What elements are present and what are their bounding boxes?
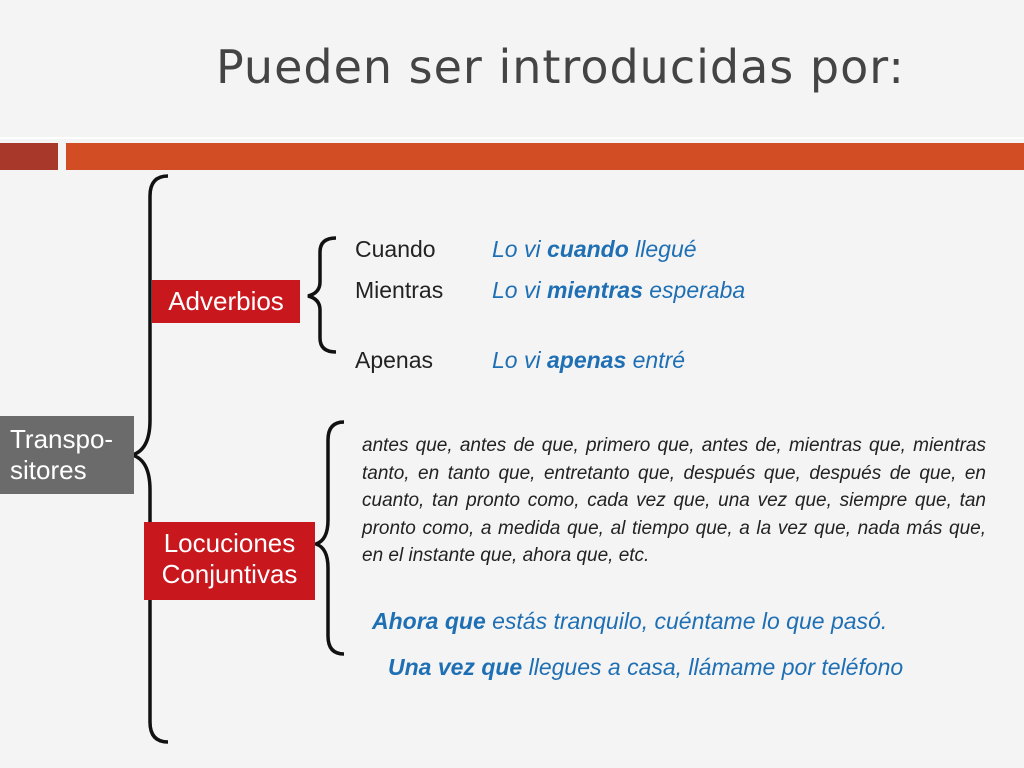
main-brace [132,176,168,742]
example-keyword: apenas [546,347,627,373]
example-text: entré [626,347,686,373]
adverbios-label: Adverbios [152,280,300,323]
adverb-word: Apenas [355,347,434,373]
locuciones-label [144,522,315,600]
adverb-word: Cuando [355,236,436,262]
example-keyword: mientras [546,277,643,303]
example-text: llegué [628,236,697,262]
transpositores-line1: Transpo- [10,424,114,454]
transpositores-label [0,416,134,494]
example-text: Lo vi [492,236,547,262]
adverb-example [492,347,685,374]
example-keyword: cuando [546,236,629,262]
slide-title: Pueden ser introducidas por: [216,40,905,94]
example-keyword: Ahora que [372,608,486,634]
adverb-word: Mientras [355,277,444,303]
locuciones-list: antes que, antes de que, primero que, antes de, mientras que, mientras tanto, en tanto que, entretanto que, después que, después de que, en cuanto, tan pronto como, cada vez que, una vez que, siempre que, tan pronto como, a medida que, al tiempo que, a la vez que, nada más que, en el instante que, ahora que, etc. [362,435,986,566]
locucion-example [372,608,887,635]
example-text: esperaba [642,277,746,303]
transpositores-line2: sitores [10,455,87,485]
locucion-example [388,654,903,681]
adverb-example [492,277,745,304]
example-keyword: Una vez que [388,654,523,680]
locuciones-line1: Locuciones [163,528,296,558]
example-text: Lo vi [492,277,547,303]
adverbios-brace [308,238,336,352]
locuciones-brace [316,422,344,654]
adverb-example [492,236,697,263]
example-text: estás tranquilo, cuéntame lo que pasó. [485,608,888,634]
locuciones-line2: Conjuntivas [161,559,298,589]
example-text: llegues a casa, llámame por teléfono [522,654,904,680]
example-text: Lo vi [492,347,547,373]
